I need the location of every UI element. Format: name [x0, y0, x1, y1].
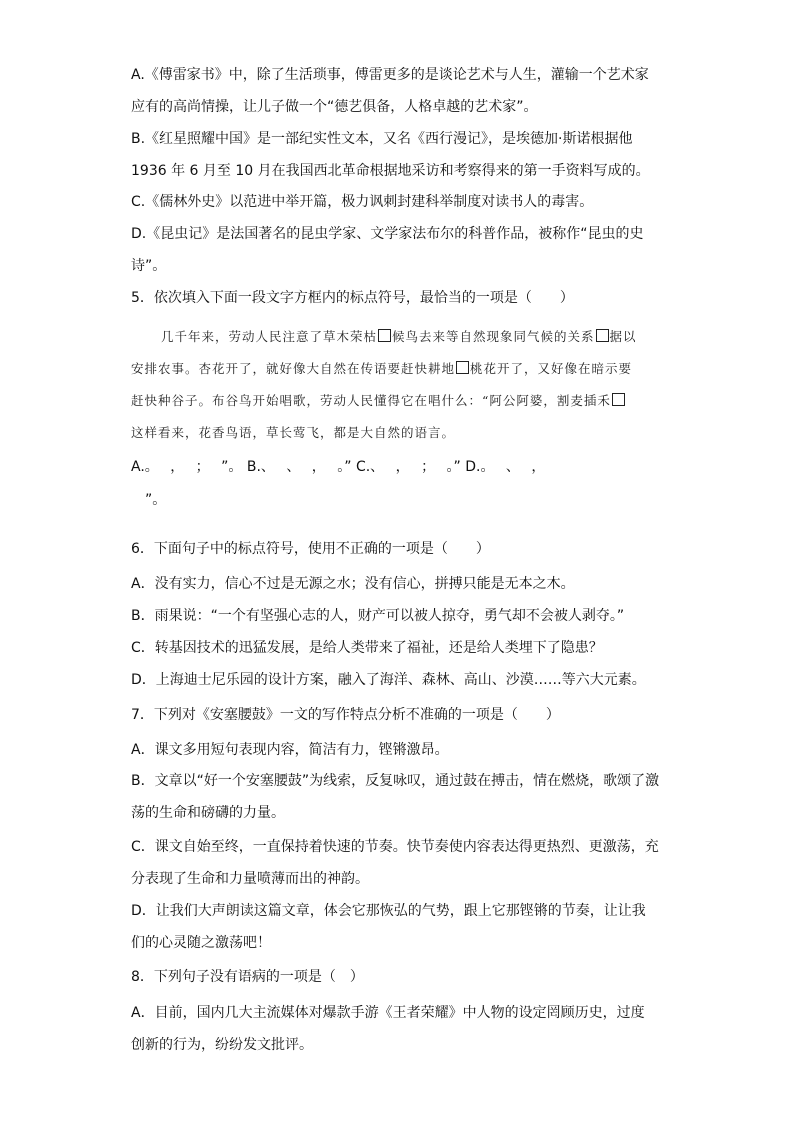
- text-line: C.《儒林外史》以范进中举开篇，极力讽刺封建科举制度对读书人的毒害。: [131, 194, 594, 210]
- blank-box: [612, 393, 625, 406]
- text-line: D．让我们大声朗读这篇文章，体会它那恢弘的气势，跟上它那铿锵的节奏，让让我: [131, 903, 646, 919]
- passage-text: 赶快种谷子。布谷鸟开始唱歌，劳动人民懂得它在唱什么：“阿公阿婆，割麦插禾: [131, 393, 611, 408]
- passage-text: 几千年来，劳动人民注意了草木荣枯: [161, 329, 378, 344]
- blank-box: [596, 329, 609, 342]
- text-line: 们的心灵随之激荡吧！: [131, 935, 271, 951]
- text-line: 8．下列句子没有语病的一项是（ ）: [131, 969, 364, 985]
- passage-text: 桃花开了，又好像在暗示要: [470, 361, 633, 376]
- text-line: 7．下列对《安塞腰鼓》一文的写作特点分析不准确的一项是（ ）: [131, 707, 560, 723]
- text-line: 1936 年 6 月至 10 月在我国西北革命根据地采访和考察得来的第一手资料写成的。: [131, 163, 650, 179]
- passage-text: 候鸟去来等自然现象同气候的关系: [392, 329, 595, 344]
- passage-line: [161, 328, 637, 346]
- passage-text: 这样看来，花香鸟语，草长莺飞，都是大自然的语言。: [131, 425, 456, 440]
- text-line: A．目前，国内几大主流媒体对爆款手游《王者荣耀》中人物的设定罔顾历史，过度: [131, 1005, 645, 1021]
- blank-box: [378, 329, 391, 342]
- text-line: 诗”。: [131, 258, 167, 274]
- text-line: B．文章以“好一个安塞腰鼓”为线索，反复咏叹，通过鼓在搏击，情在燃烧，歌颂了激: [131, 773, 660, 789]
- text-line: A.《傅雷家书》中，除了生活琐事，傅雷更多的是谈论艺术与人生，灌输一个艺术家: [131, 67, 649, 83]
- text-line: 应有的高尚情操，让儿子做一个“德艺俱备，人格卓越的艺术家”。: [131, 99, 538, 115]
- text-line: 6．下面句子中的标点符号，使用不正确的一项是（ ）: [131, 541, 490, 557]
- text-line: 5．依次填入下面一段文字方框内的标点符号，最恰当的一项是（ ）: [131, 290, 574, 306]
- text-line: 荡的生命和磅礴的力量。: [131, 805, 285, 821]
- text-line: 创新的行为，纷纷发文批评。: [131, 1037, 313, 1053]
- blank-box: [456, 361, 469, 374]
- passage-text: 安排农事。杏花开了，就好像大自然在传语要赶快耕地: [131, 361, 456, 376]
- passage-line: [131, 392, 626, 410]
- text-line: B.《红星照耀中国》是一部纪实性文本，又名《西行漫记》，是埃德加·斯诺根据他: [131, 131, 633, 147]
- text-line: D.《昆虫记》是法国著名的昆虫学家、文学家法布尔的科普作品，被称作“昆虫的史: [131, 226, 644, 242]
- passage-text: 据以: [609, 329, 637, 344]
- text-line: B．雨果说：“一个有坚强心志的人，财产可以被人掠夺，勇气却不会被人剥夺。”: [131, 608, 625, 624]
- text-line: C．课文自始至终，一直保持着快速的节奏。快节奏使内容表达得更热烈、更激荡，充: [131, 839, 659, 855]
- text-line: A.。 ， ； ”。 B.、 、 ， 。” C.、 ， ； 。” D.。 、 ，: [131, 459, 546, 475]
- text-line: A．没有实力，信心不过是无源之水；没有信心，拼搏只能是无本之木。: [131, 576, 575, 592]
- text-line: 分表现了生命和力量喷薄而出的神韵。: [131, 871, 369, 887]
- passage-line: [131, 360, 632, 378]
- text-line: A．课文多用短句表现内容，简洁有力，铿锵激昂。: [131, 742, 449, 758]
- text-line: ”。: [131, 492, 167, 508]
- passage-line: [131, 424, 455, 442]
- text-line: C．转基因技术的迅猛发展，是给人类带来了福祉，还是给人类埋下了隐患？: [131, 640, 603, 656]
- text-line: D．上海迪士尼乐园的设计方案，融入了海洋、森林、高山、沙漠……等六大元素。: [131, 672, 646, 688]
